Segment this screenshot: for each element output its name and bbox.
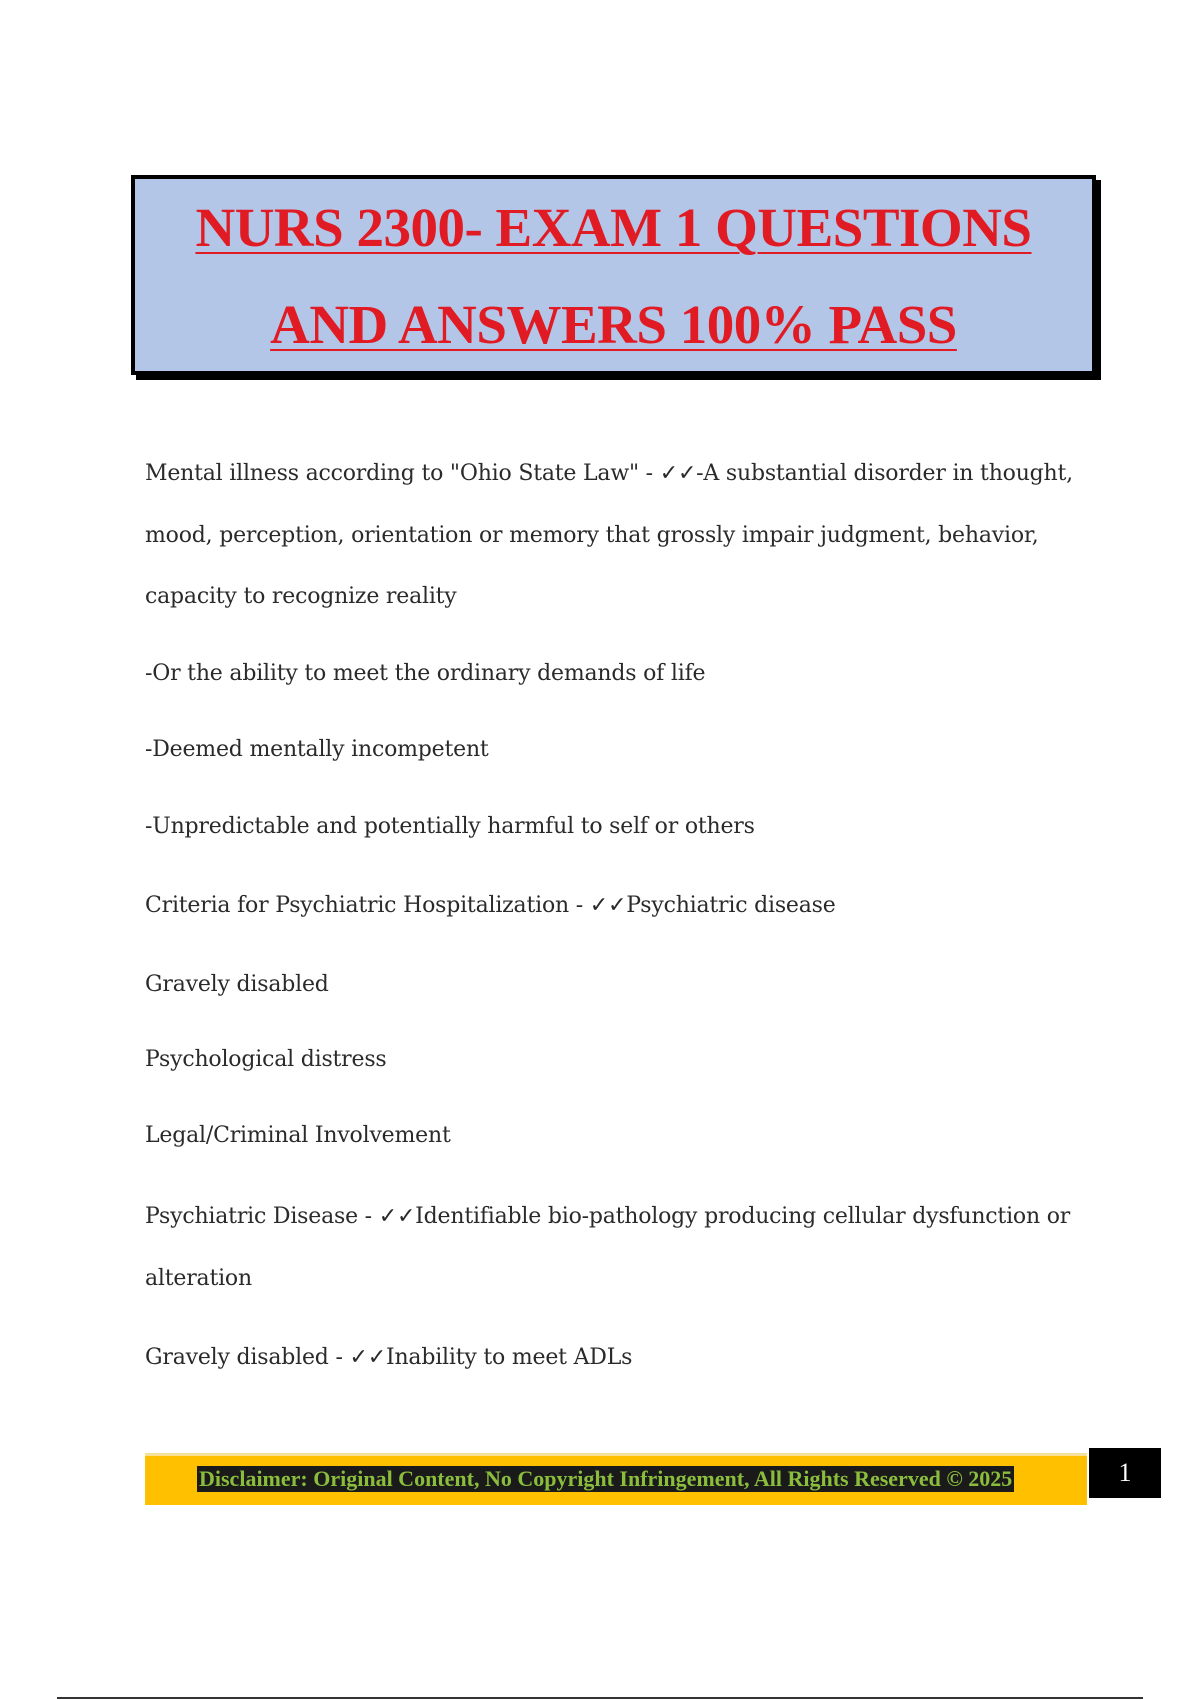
paragraph-line: Legal/Criminal Involvement [145,1123,451,1148]
paragraph-line: Psychiatric Disease - ✓✓Identifiable bio-pathology producing cellular dysfunction or [145,1204,1071,1229]
paragraph-line: Criteria for Psychiatric Hospitalization - ✓✓Psychiatric disease [145,893,836,918]
paragraph-line: alteration [145,1266,252,1291]
title-line-2: AND ANSWERS 100% PASS [270,294,957,355]
paragraph-line: -Or the ability to meet the ordinary demands of life [145,661,706,686]
page-number: 1 [1089,1448,1161,1498]
title-box [131,175,1096,375]
paragraph-line: Gravely disabled [145,972,329,997]
footer-bar [145,1453,1087,1505]
paragraph-line: capacity to recognize reality [145,584,457,609]
paragraph-line: -Deemed mentally incompetent [145,737,489,762]
paragraph-line: mood, perception, orientation or memory that grossly impair judgment, behavior, [145,523,1039,548]
title-line-1: NURS 2300- EXAM 1 QUESTIONS [195,197,1032,258]
footer-disclaimer: Disclaimer: Original Content, No Copyright Infringement, All Rights Reserved © 2025 [199,1466,1013,1491]
paragraph-line: Psychological distress [145,1047,387,1072]
paragraph-line: -Unpredictable and potentially harmful to self or others [145,814,755,839]
paragraph-line: Gravely disabled - ✓✓Inability to meet ADLs [145,1345,633,1370]
page-divider [57,1697,1143,1699]
paragraph-line: Mental illness according to "Ohio State Law" - ✓✓-A substantial disorder in thought, [145,461,1073,486]
